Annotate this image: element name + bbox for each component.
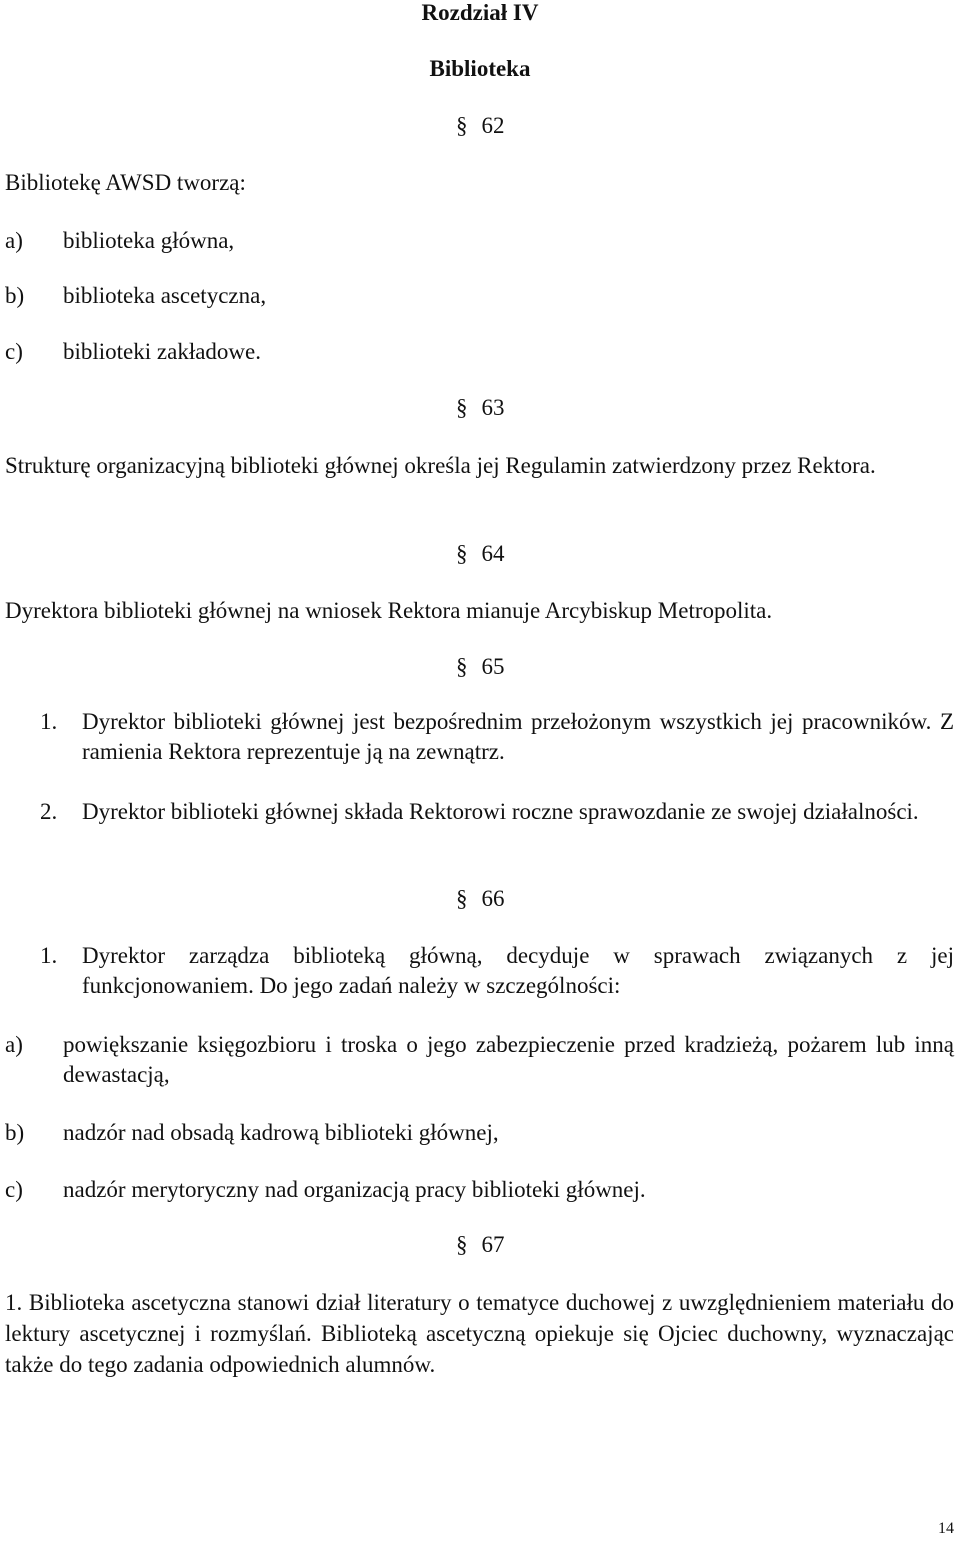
list-item [5, 1175, 954, 1205]
list-item-label: b) [5, 283, 25, 308]
list-item-text: nadzór merytoryczny nad organizacją pracy biblioteki głównej. [63, 1177, 646, 1202]
section-64-heading [456, 539, 505, 569]
page-number: 14 [938, 1520, 954, 1537]
list-item-text: powiększanie księgozbioru i troska o jego zabezpieczenie przed kradzieżą, pożarem lub inną dewastacją, [63, 1032, 954, 1087]
section-symbol: § [456, 1232, 468, 1257]
list-item [5, 1030, 954, 1090]
list-item [5, 1118, 954, 1148]
paragraph-text: Dyrektor zarządza biblioteką główną, decyduje w sprawach związanych z jej funkcjonowaniem. Do jego zadań należy w szczególności: [82, 943, 954, 998]
chapter-heading: Rozdział IV [421, 0, 539, 25]
section-63-text: Strukturę organizacyjną biblioteki głównej określa jej Regulamin zatwierdzony przez Rektora. [5, 453, 876, 478]
section-number: 64 [481, 541, 505, 566]
list-item-label: c) [5, 339, 23, 364]
list-item-label: a) [5, 228, 23, 253]
section-63-heading [456, 393, 505, 423]
paragraph-text: Dyrektor biblioteki głównej składa Rektorowi roczne sprawozdanie ze swojej działalności. [82, 799, 919, 824]
list-item [5, 337, 954, 367]
section-number: 65 [481, 654, 505, 679]
section-number: 63 [481, 395, 505, 420]
paragraph-number: 1. [40, 709, 58, 734]
section-symbol: § [456, 541, 468, 566]
section-67-text: 1. Biblioteka ascetyczna stanowi dział literatury o tematyce duchowej z uwzględnieniem materiału do lektury ascetycznej i rozmyślań. Biblioteką ascetyczną opiekuje się Ojciec duchowny, wyznaczając także do tego zadania odpowiednich alumnów. [5, 1290, 954, 1377]
section-number: 67 [481, 1232, 505, 1257]
section-symbol: § [456, 654, 468, 679]
section-symbol: § [456, 395, 468, 420]
numbered-paragraph [40, 797, 954, 827]
paragraph-text: Dyrektor biblioteki głównej jest bezpośrednim przełożonym wszystkich jej pracowników. Z ramienia Rektora reprezentuje ją na zewnątrz. [82, 709, 954, 764]
paragraph-number: 2. [40, 799, 58, 824]
section-65-heading [456, 652, 505, 682]
section-number: 62 [481, 113, 505, 138]
list-item [5, 281, 954, 311]
list-item-label: c) [5, 1177, 23, 1202]
numbered-paragraph [40, 941, 954, 1001]
section-number: 66 [481, 886, 505, 911]
chapter-title: Biblioteka [429, 56, 531, 81]
list-item-text: biblioteka ascetyczna, [63, 283, 267, 308]
section-symbol: § [456, 886, 468, 911]
section-67-heading [456, 1230, 505, 1260]
section-62-intro: Bibliotekę AWSD tworzą: [5, 170, 246, 195]
list-item-label: b) [5, 1120, 25, 1145]
section-66-heading [456, 884, 505, 914]
list-item-text: nadzór nad obsadą kadrową biblioteki głównej, [63, 1120, 499, 1145]
list-item-label: a) [5, 1032, 23, 1057]
list-item-text: biblioteka główna, [63, 228, 235, 253]
section-symbol: § [456, 113, 468, 138]
list-item-text: biblioteki zakładowe. [63, 339, 261, 364]
list-item [5, 226, 954, 256]
section-62-heading [456, 111, 505, 141]
paragraph-number: 1. [40, 943, 58, 968]
numbered-paragraph [40, 707, 954, 767]
section-64-text: Dyrektora biblioteki głównej na wniosek Rektora mianuje Arcybiskup Metropolita. [5, 598, 773, 623]
